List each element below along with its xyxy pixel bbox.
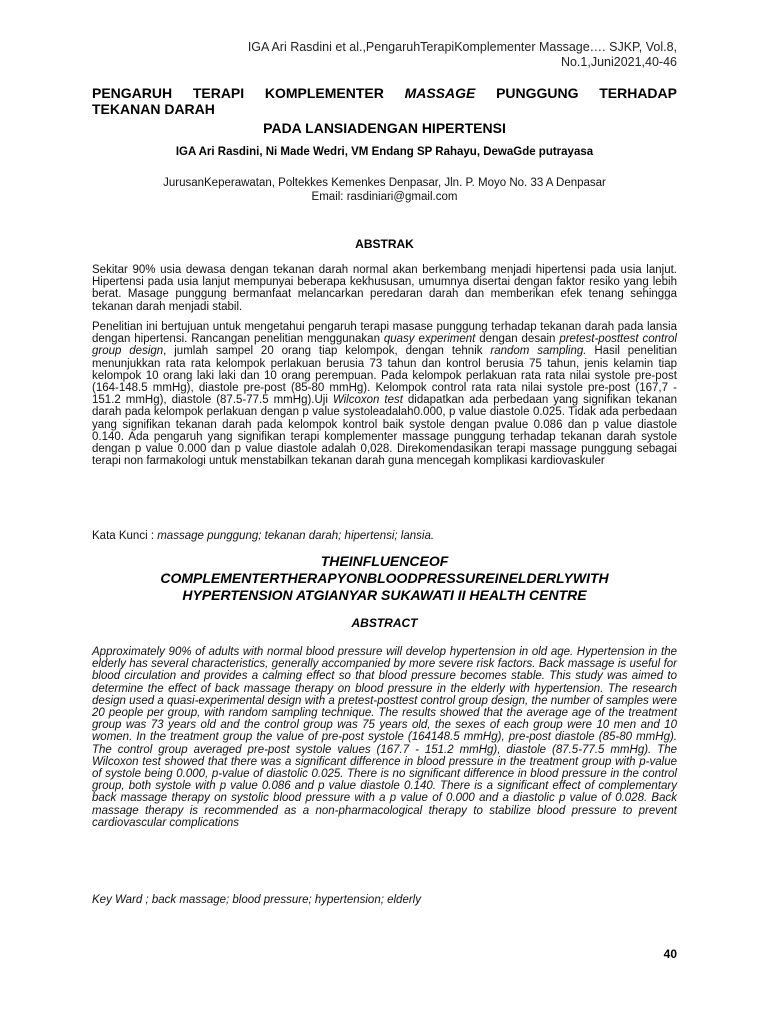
title-part-a: PENGARUH TERAPI KOMPLEMENTER: [92, 85, 384, 101]
title-part-c: PUNGGUNG TERHADAP: [496, 85, 677, 101]
english-title: [92, 553, 677, 604]
kata-kunci-value: massage punggung; tekanan darah; hipertensi; lansia.: [157, 530, 435, 542]
abstrak-text: didapatkan ada perbedaan yang signifikan tekanan darah pada kelompok perlakuan dengan p value systoleadalah0.000, p value diastole 0.025. Tidak ada perbedaan yang signifikan tekanan darah pada kelompok kontrol baik systole dengan pvalue 0.086 dan p value diastole 0.140. Ada pengaruh yang signifikan terapi komplementer massage punggung terhadap tekanan darah systole dengan p value 0.000 dan p value diastole adalah 0,028. Direkomendasikan terapi massage punggung sebagai terapi non farmakologi untuk menstabilkan tekanan darah guna mencegah komplikasi kardiovaskuler: [92, 394, 678, 468]
title-line1: [92, 85, 677, 101]
abstrak-paragraph-1: Sekitar 90% usia dewasa dengan tekanan darah normal akan berkembang menjadi hipertensi pada usia lanjut. Hipertensi pada usia lanjut mempunyai beberapa kekhususan, umumnya disertai dengan faktor resiko yang lebih berat. Masage punggung bermanfaat melancarkan peredaran darah dan memberikan efek tenang sehingga tekanan darah menjadi stabil.: [92, 264, 677, 313]
title-line2: TEKANAN DARAH: [92, 101, 215, 117]
running-header-line1: IGA Ari Rasdini et al.,PengaruhTerapiKomplementer Massage…. SJKP, Vol.8,: [247, 40, 677, 54]
abstract-heading: ABSTRACT: [351, 616, 418, 630]
kata-kunci-label: Kata Kunci :: [92, 530, 158, 542]
abstrak-italic-term: pretest-posttest control group design: [92, 333, 677, 358]
title-line3: PADA LANSIADENGAN HIPERTENSI: [263, 120, 506, 136]
kata-kunci: [92, 530, 677, 542]
abstrak-paragraph-2: [92, 321, 677, 467]
english-title-line2: COMPLEMENTERTHERAPYONBLOODPRESSUREINELDERLYWITH: [160, 570, 609, 586]
page-number: 40: [663, 947, 677, 961]
abstrak-italic-term: quasy experiment: [383, 333, 476, 346]
abstract-paragraph: Approximately 90% of adults with normal blood pressure will develop hypertension in old age. Hypertension in the elderly has several characteristics, generally accompanied by more severe risk factors. Back massage is useful for blood circulation and provides a calming effect so that blood pressure becomes stable. This study was aimed to determine the effect of back massage therapy on blood pressure in the elderly with hypertension. The research design used a quasi-experimental design with a pretest-posttest control group design, the number of samples were 20 people per group, with random sampling technique. The results showed that the average age of the treatment group was 73 years old and the control group was 75 years old, the sexes of each group were 10 men and 10 women. In the treatment group the value of pre-post systole (164148.5 mmHg), pre-post diastole (85-80 mmHg). The control group averaged pre-post systole values (167.7 - 151.2 mmHg), diastole (87.5-77.5 mmHg). The Wilcoxon test showed that there was a significant difference in blood pressure in the treatment group with p-value of systole being 0.000, p-value of diastolic 0.025. There is no significant difference in blood pressure in the control group, both systole with p value 0.086 and p value diastole 0.140. There is a significant effect of complementary back massage therapy on systolic blood pressure with a p value of 0.000 and a diastolic p value of 0.028. Back massage therapy is recommended as a non-pharmacological therapy to stabilize blood pressure to prevent cardiovascular complications: [92, 646, 677, 829]
abstrak-text: Hasil penelitian menunjukkan rata rata kelompok perlakuan berusia 73 tahun dan kontrol berusia 75 tahun, jenis kelamin tiap kelompok 10 orang laki laki dan 10 orang perempuan. Pada kelompok perlakuan rata rata nilai systole pre-post (164-148.5 mmHg), diastole pre-post (85-80 mmHg). Kelompok control rata rata nilai systole pre-post (167,7 - 151.2 mmHg), diastole (87.5-77.5 mmHg).Uji: [92, 345, 678, 407]
running-header: [157, 40, 677, 69]
author-list: IGA Ari Rasdini, Ni Made Wedri, VM Endang SP Rahayu, DewaGde putrayasa: [175, 146, 594, 158]
abstrak-text: Penelitian ini bertujuan untuk mengetahui pengaruh terapi masase punggung terhadap tekanan darah pada lansia dengan hipertensi. Rancangan penelitian menggunakan: [92, 321, 677, 346]
affiliation-email: Email: rasdiniari@gmail.com: [311, 191, 458, 203]
english-title-line3: HYPERTENSION ATGIANYAR SUKAWATI II HEALTH CENTRE: [182, 587, 587, 603]
title-part-massage: MASSAGE: [404, 85, 476, 101]
key-words: Key Ward ; back massage; blood pressure; hypertension; elderly: [92, 894, 421, 906]
affiliation-address: JurusanKeperawatan, Poltekkes Kemenkes Denpasar, Jln. P. Moyo No. 33 A Denpasar: [163, 177, 606, 189]
abstrak-text: , jumlah sampel 20 orang tiap kelompok, dengan tehnik: [163, 345, 491, 358]
english-title-line1: THEINFLUENCEOF: [320, 553, 449, 569]
abstrak-text: dengan desain: [475, 333, 560, 346]
abstrak-italic-term: Wilcoxon test: [332, 394, 403, 407]
affiliation: [92, 176, 677, 204]
abstrak-heading: ABSTRAK: [355, 237, 414, 251]
running-header-line2: No.1,Juni2021,40-46: [560, 54, 677, 69]
abstrak-italic-term: random sampling.: [490, 345, 587, 358]
